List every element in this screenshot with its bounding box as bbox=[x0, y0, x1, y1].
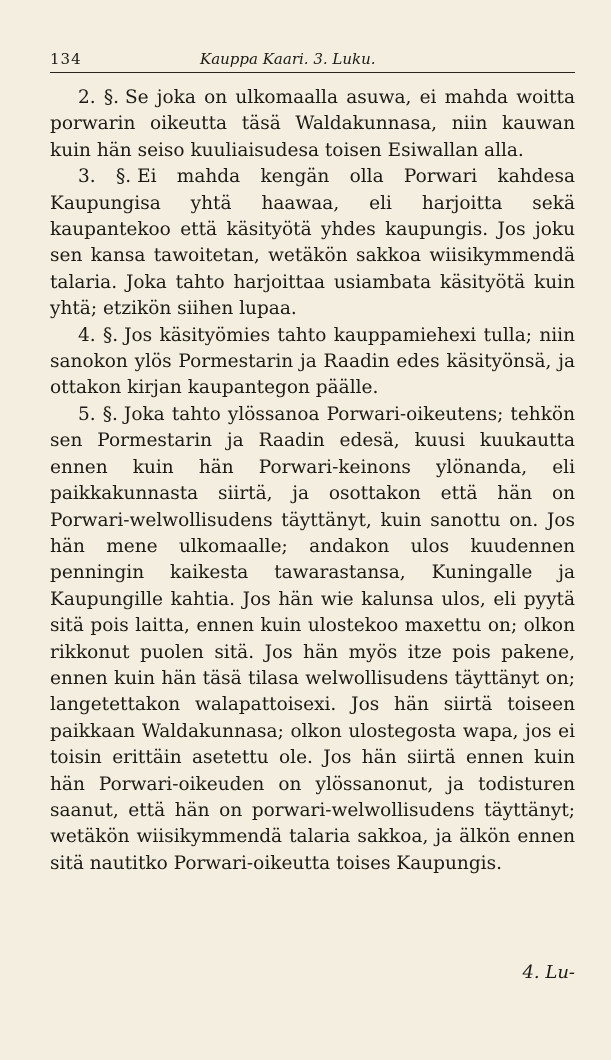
paragraph-4 bbox=[50, 323, 575, 402]
section-number: 5. §. bbox=[78, 403, 118, 425]
paragraph-text: Se joka on ulkomaalla asuwa, ei mahda woitta porwarin oikeutta täsä Waldakunnasa, niin kauwan kuin hän seiso kuuliaisudesa toisen Esiwallan alla. bbox=[50, 87, 575, 161]
paragraph-text: Ei mahda kengän olla Porwari kahdesa Kaupungisa yhtä haawaa, eli harjoitta sekä kaupantekoo että käsityötä yhdes kaupungis. Jos joku sen kansa tawoitetan, wetäkön sakkoa wiisikymmendä talaria. Joka tahto harjoittaa usiambata käsityötä kuin yhtä; etzikön siihen lupaa. bbox=[50, 166, 575, 320]
paragraph-5 bbox=[50, 402, 575, 877]
paragraph-3 bbox=[50, 164, 575, 322]
section-number: 4. §. bbox=[78, 324, 119, 346]
section-number: 3. §. bbox=[78, 166, 132, 188]
text-body bbox=[50, 85, 575, 877]
page-number: 134 bbox=[50, 50, 82, 68]
catchword: 4. Lu- bbox=[522, 962, 575, 983]
paragraph-text: Jos käsityömies tahto kauppamiehexi tulla; niin sanokon ylös Pormestarin ja Raadin edes käsityönsä, ja ottakon kirjan kaupantegon päälle. bbox=[50, 324, 575, 399]
running-title: Kauppa Kaari. 3. Luku. bbox=[200, 50, 376, 68]
paragraph-2 bbox=[50, 85, 575, 164]
section-number: 2. §. bbox=[78, 87, 119, 108]
running-header bbox=[50, 50, 575, 73]
paragraph-text: Joka tahto ylössanoa Porwari-oikeutens; tehkön sen Pormestarin ja Raadin edesä, kuusi kuukautta ennen kuin hän Porwari-keinons ylönanda, eli paikkakunnasta siirtä, ja osottakon että hän on Porwari-welwollisudens täyttänyt, kuin sanottu on. Jos hän mene ulkomaalle; andakon ulos kuudennen penningin kaikesta tawarastansa, Kuningalle ja Kaupungille kahtia. Jos hän wie kalunsa ulos, eli pyytä sitä pois laitta, ennen kuin ulostekoo maxettu on; olkon rikkonut puolen sitä. Jos hän myös itze pois pakene, ennen kuin hän täsä tilasa welwollisudens täyttänyt on; langetettakon walapattoisexi. Jos hän siirtä toiseen paikkaan Waldakunnasa; olkon ulostegosta wapa, jos ei toisin erittäin asetettu ole. Jos hän siirtä ennen kuin hän Porwari-oikeuden on ylössanonut, ja todisturen saanut, että hän on porwari-welwollisudens täyttänyt; wetäkön wiisikymmendä talaria sakkoa, ja älkön ennen sitä nautitko Porwari-oikeutta toises Kaupungis. bbox=[50, 403, 575, 874]
